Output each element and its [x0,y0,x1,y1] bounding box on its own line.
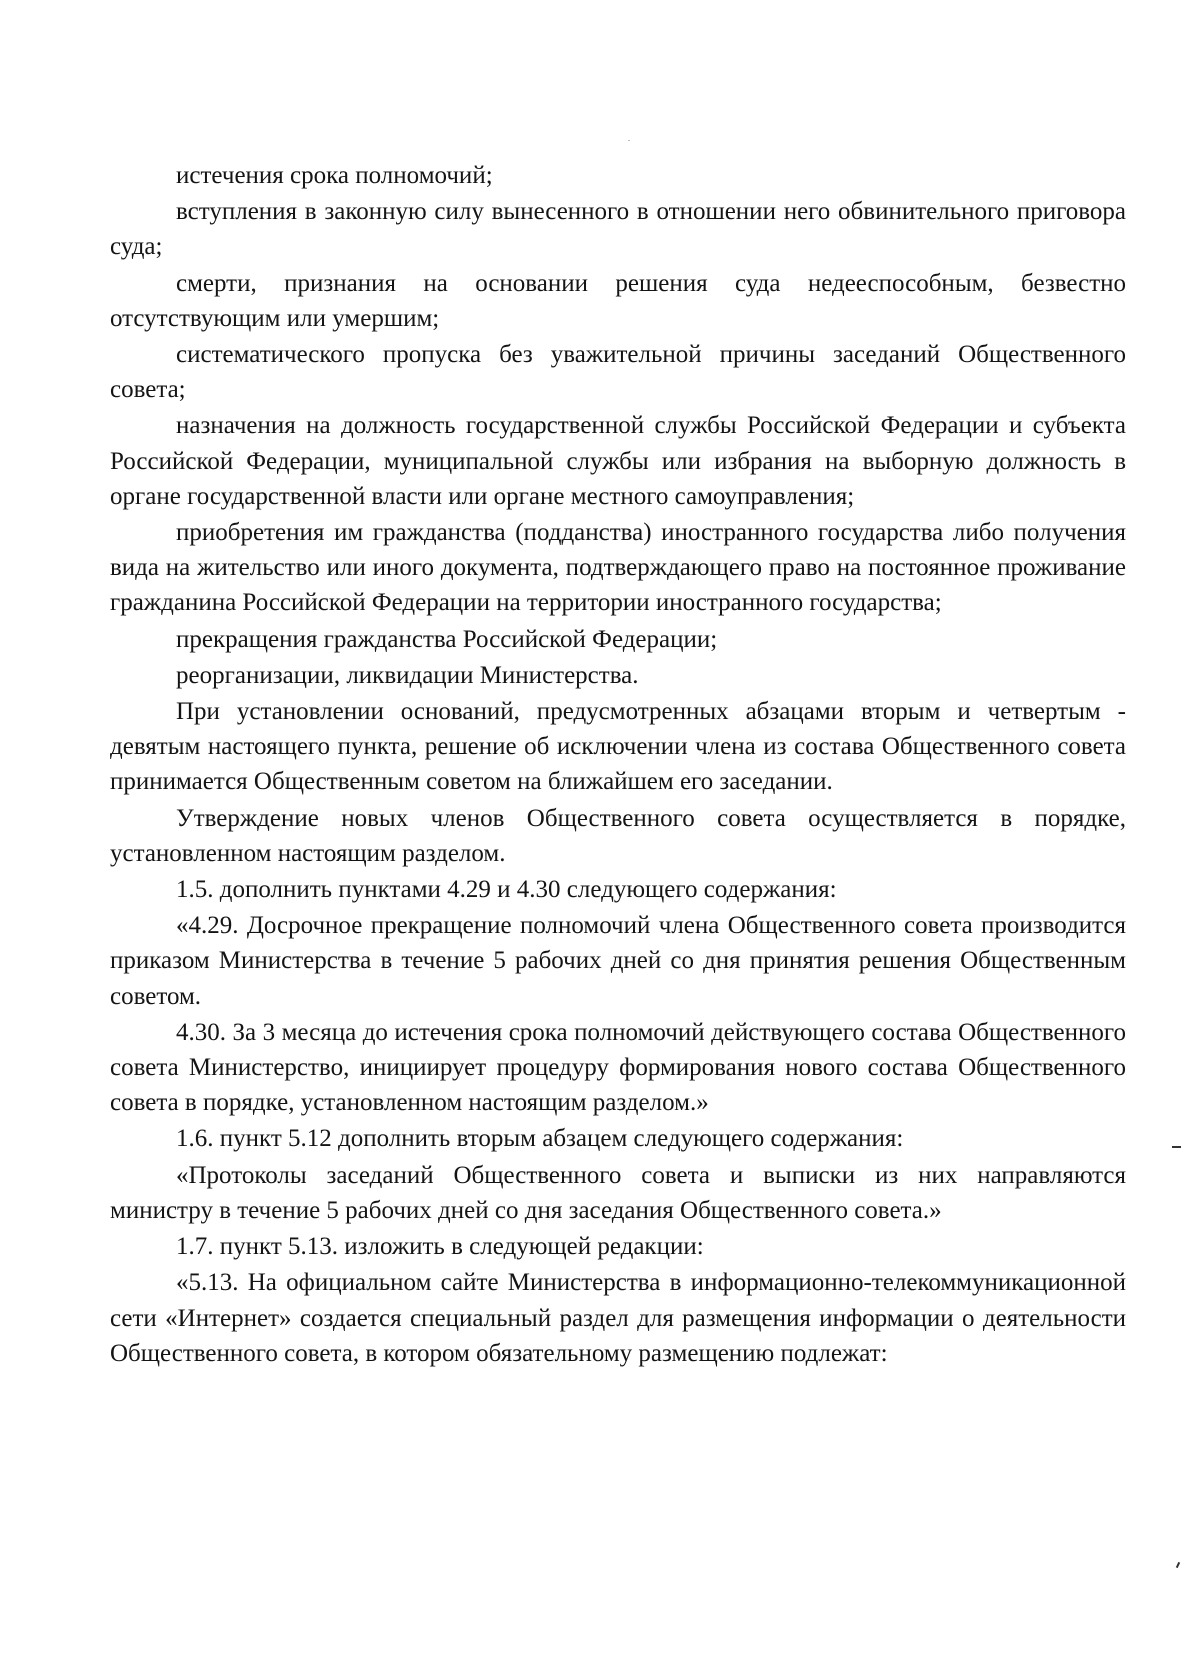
paragraph-exclusion-decision: При установлении оснований, предусмотренных абзацами вторым и четвертым - девятым настоящего пункта, решение об исключении члена из состава Общественного совета принимается Общественным советом на ближайшем его заседании. [110,698,1126,796]
paragraph-clause-1-6: 1.6. пункт 5.12 дополнить вторым абзацем следующего содержания: [176,1125,904,1153]
paragraph-item-4-30: 4.30. За 3 месяца до истечения срока полномочий действующего состава Общественного совета Министерство, инициирует процедуру формирования нового состава Общественного совета в порядке, установленном настоящим разделом.» [110,1018,1126,1117]
paragraph-citizenship-termination: прекращения гражданства Российской Федерации; [176,625,718,653]
paragraph-clause-1-7: 1.7. пункт 5.13. изложить в следующей редакции: [176,1233,704,1261]
paragraph-absence: систематического пропуска без уважительной причины заседаний Общественного совета; [110,341,1126,404]
paragraph-death-incapacity: смерти, признания на основании решения суда недееспособным, безвестно отсутствующим или умершим; [110,269,1126,332]
paragraph-term-expiry: истечения срока полномочий; [176,162,493,189]
paragraph-foreign-citizenship: приобретения им гражданства (подданства) иностранного государства либо получения вида на жительство или иного документа, подтверждающего право на постоянное проживание гражданина Российской Федерации на территории иностранного государства; [110,519,1126,617]
scan-speck [628,140,630,141]
paragraph-reorganization: реорганизации, ликвидации Министерства. [176,661,639,689]
scan-tick-mark [1176,1562,1180,1568]
paragraph-conviction: вступления в законную силу вынесенного в отношении него обвинительного приговора суда; [110,198,1126,261]
scan-dash-mark [1172,1146,1181,1148]
paragraph-clause-1-5: 1.5. дополнить пунктами 4.29 и 4.30 следующего содержания: [176,876,837,904]
paragraph-new-members: Утверждение новых членов Общественного совета осуществляется в порядке, установленном настоящим разделом. [110,804,1126,867]
paragraph-appointment: назначения на должность государственной службы Российской Федерации и субъекта Российской Федерации, муниципальной службы или избрания на выборную должность в органе государственной власти или органе местного самоуправления; [110,412,1126,510]
paragraph-protocols: «Протоколы заседаний Общественного совета и выписки из них направляются министру в течение 5 рабочих дней со дня заседания Общественного совета.» [110,1161,1126,1224]
document-body [110,158,1126,1372]
paragraph-item-4-29: «4.29. Досрочное прекращение полномочий члена Общественного совета производится приказом Министерства в течение 5 рабочих дней со дня принятия решения Общественным советом. [110,912,1126,1010]
paragraph-item-5-13: «5.13. На официальном сайте Министерства в информационно-телекоммуникационной сети «Интернет» создается специальный раздел для размещения информации о деятельности Общественного совета, в котором обязательному размещению подлежат: [110,1269,1126,1367]
